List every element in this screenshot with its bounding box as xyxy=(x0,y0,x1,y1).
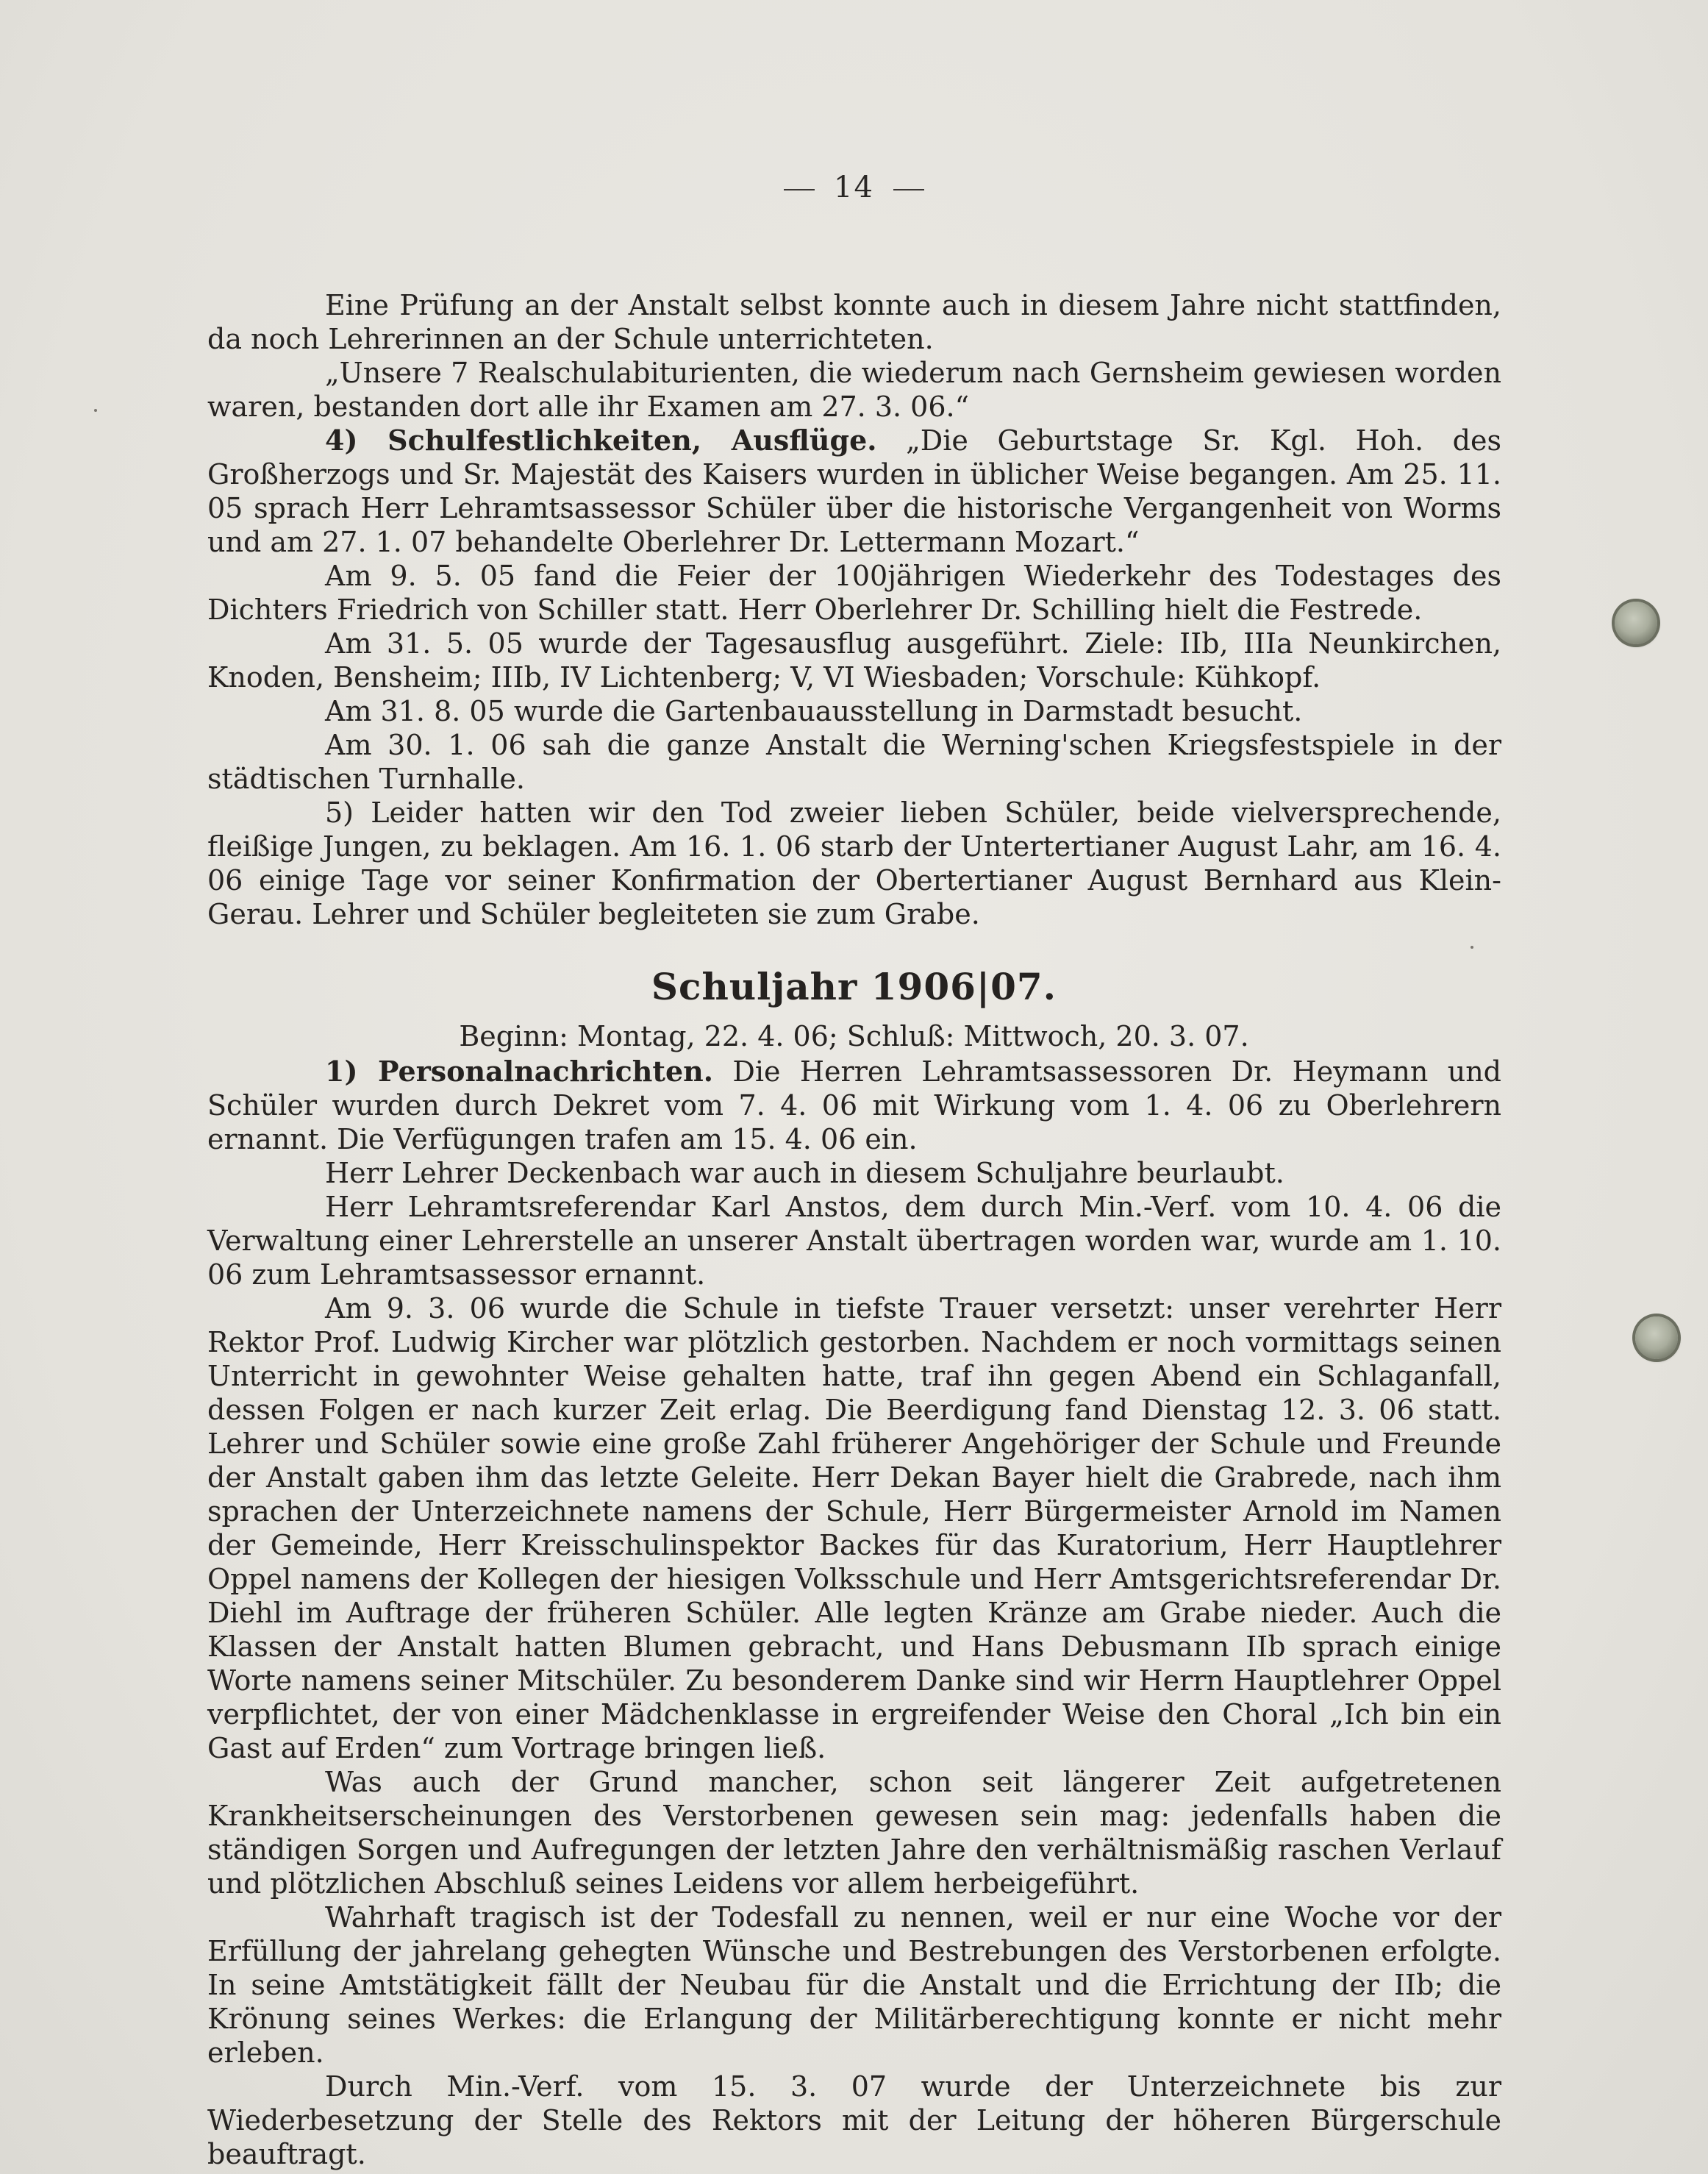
paragraph-schulfestlichkeiten xyxy=(207,424,1501,559)
binding-hole-bottom xyxy=(1635,1316,1678,1359)
paper-speck xyxy=(94,409,97,412)
section-heading: Schuljahr 1906|07. xyxy=(651,965,1057,1008)
text-block-top xyxy=(207,288,1501,931)
paragraph-schiller-feier: Am 9. 5. 05 fand die Feier der 100jährigen Wiederkehr des Todestages des Dichters Friedrich von Schiller statt. Herr Oberlehrer Dr. Schilling hielt die Festrede. xyxy=(207,560,1501,626)
page-number xyxy=(0,171,1708,204)
binding-hole-top xyxy=(1615,602,1657,644)
page-number-text: 14 xyxy=(834,171,874,204)
paragraph-kriegsfestspiele: Am 30. 1. 06 sah die ganze Anstalt die Werning'schen Kriegsfestspiele in der städtischen Turnhalle. xyxy=(207,729,1501,795)
dash-left xyxy=(784,189,815,190)
paragraph-deckenbach: Herr Lehrer Deckenbach war auch in diesem Schuljahre beurlaubt. xyxy=(325,1157,1284,1189)
paragraph-krankheit: Was auch der Grund mancher, schon seit längerer Zeit aufgetretenen Krankheitserscheinungen des Verstorbenen gewesen sein mag: jedenfalls haben die ständigen Sorgen und Aufregungen der letzten Jahre den verhältnismäßig raschen Verlauf und plötzlichen Abschluß seines Leidens vor allem herbeigeführt. xyxy=(207,1766,1501,1900)
paragraph-gartenbauausstellung: Am 31. 8. 05 wurde die Gartenbauausstellung in Darmstadt besucht. xyxy=(325,695,1303,727)
paper-speck xyxy=(1471,946,1473,949)
schulfestlichkeiten-text: „Die Geburtstage Sr. Kgl. Hoh. des Großherzogs und Sr. Majestät des Kaisers wurden in üblicher Weise begangen. Am 25. 11. 05 sprach Herr Lehramtsassessor Schüler über die historische Vergangenheit von Worms und am 27. 1. 07 behandelte Oberlehrer Dr. Lettermann Mozart.“ xyxy=(207,424,1501,558)
paragraph-tod-schueler: 5) Leider hatten wir den Tod zweier lieben Schüler, beide vielversprechende, fleißige Jungen, zu beklagen. Am 16. 1. 06 starb der Untertertianer August Lahr, am 16. 4. 06 einige Tage vor seiner Konfirmation der Obertertianer August Bernhard aus Klein-Gerau. Lehrer und Schüler begleiteten sie zum Grabe. xyxy=(207,796,1501,930)
schulfestlichkeiten-heading: 4) Schulfestlichkeiten, Ausflüge. xyxy=(325,424,877,457)
paragraph-personalnachrichten xyxy=(207,1055,1501,1156)
paragraph-tod-rektor: Am 9. 3. 06 wurde die Schule in tiefste Trauer versetzt: unser verehrter Herr Rektor Prof. Ludwig Kircher war plötzlich gestorben. Nachdem er noch vormittags seinen Unterricht in gewohnter Weise gehalten hatte, traf ihn gegen Abend ein Schlaganfall, dessen Folgen er nach kurzer Zeit erlag. Die Beerdigung fand Dienstag 12. 3. 06 statt. Lehrer und Schüler sowie eine große Zahl früherer Angehöriger der Schule und Freunde der Anstalt gaben ihm das letzte Geleite. Herr Dekan Bayer hielt die Grabrede, nach ihm sprachen der Unterzeichnete namens der Schule, Herr Bürgermeister Arnold im Namen der Gemeinde, Herr Kreisschulinspektor Backes für das Kuratorium, Herr Hauptlehrer Oppel namens der Kollegen der hiesigen Volksschule und Herr Amtsgerichtsreferendar Dr. Diehl im Auftrage der früheren Schüler. Alle legten Kränze am Grabe nieder. Auch die Klassen der Anstalt hatten Blumen gebracht, und Hans Debusmann IIb sprach einige Worte namens seiner Mitschüler. Zu besonderem Danke sind wir Herrn Hauptlehrer Oppel verpflichtet, der von einer Mädchenklasse in ergreifender Weise den Choral „Ich bin ein Gast auf Erden“ zum Vortrage bringen ließ. xyxy=(207,1292,1501,1764)
paragraph-tragisch: Wahrhaft tragisch ist der Todesfall zu nennen, weil er nur eine Woche vor der Erfüllung der jahrelang gehegten Wünsche und Bestrebungen des Verstorbenen erfolgte. In seine Amtstätigkeit fällt der Neubau für die Anstalt und die Errichtung der IIb; die Krönung seines Werkes: die Erlangung der Militärberechtigung konnte er nicht mehr erleben. xyxy=(207,1901,1501,2069)
personalnachrichten-heading: 1) Personalnachrichten. xyxy=(325,1055,713,1088)
text-block-bottom xyxy=(207,1055,1501,2171)
dash-right xyxy=(893,189,924,190)
paragraph-anstos: Herr Lehramtsreferendar Karl Anstos, dem durch Min.-Verf. vom 10. 4. 06 die Verwaltung einer Lehrerstelle an unserer Anstalt übertragen worden war, wurde am 1. 10. 06 zum Lehramtsassessor ernannt. xyxy=(207,1191,1501,1291)
paragraph-leitung: Durch Min.-Verf. vom 15. 3. 07 wurde der Unterzeichnete bis zur Wiederbesetzung der Stelle des Rektors mit der Leitung der höheren Bürgerschule beauftragt. xyxy=(207,2070,1501,2170)
school-year-dates: Beginn: Montag, 22. 4. 06; Schluß: Mittwoch, 20. 3. 07. xyxy=(459,1020,1249,1052)
paragraph-tagesausflug: Am 31. 5. 05 wurde der Tagesausflug ausgeführt. Ziele: IIb, IIIa Neunkirchen, Knoden, Bensheim; IIIb, IV Lichtenberg; V, VI Wiesbaden; Vorschule: Kühkopf. xyxy=(207,627,1501,694)
paragraph-realschulabiturienten: „Unsere 7 Realschulabiturienten, die wiederum nach Gernsheim gewiesen worden waren, bestanden dort alle ihr Examen am 27. 3. 06.“ xyxy=(207,357,1501,423)
paragraph-pruefung: Eine Prüfung an der Anstalt selbst konnte auch in diesem Jahre nicht stattfinden, da noch Lehrerinnen an der Schule unterrichteten. xyxy=(207,289,1501,355)
personalnachrichten-text: Die Herren Lehramtsassessoren Dr. Heymann und Schüler wurden durch Dekret vom 7. 4. 06 mit Wirkung vom 1. 4. 06 zu Oberlehrern ernannt. Die Verfügungen trafen am 15. 4. 06 ein. xyxy=(207,1055,1501,1155)
